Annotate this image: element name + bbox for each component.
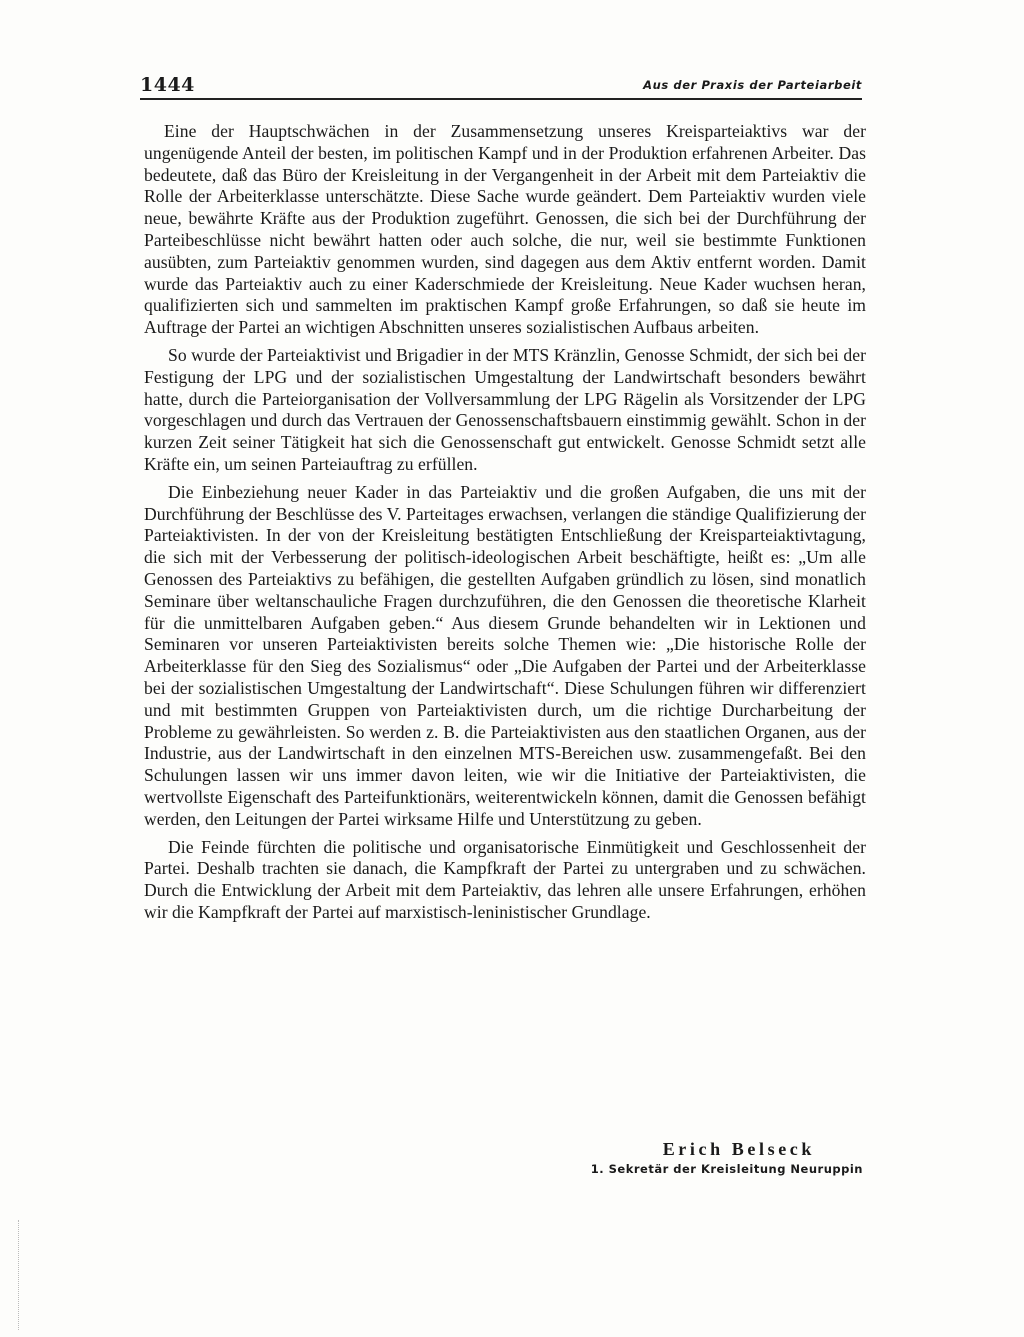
- paragraph-2: So wurde der Parteiaktivist und Brigadier in der MTS Kränzlin, Genosse Schmidt, der sich bei der Festigung der LPG und der sozialistischen Umgestaltung der Landwirtschaft besonders bewährt hatte, durch die Parteiorganisation der Vollversammlung der LPG Rägelin als Vorsitzender der LPG vorgeschlagen und durch das Vertrauen der Genossenschaftsbauern einstimmig gewählt. Schon in der kurzen Zeit seiner Tätigkeit hat sich die Genossenschaft gut entwickelt. Genosse Schmidt setzt alle Kräfte ein, um seinen Parteiauftrag zu erfüllen.: [144, 344, 866, 474]
- article-body: [144, 121, 866, 930]
- page-header: [140, 72, 862, 100]
- author-name: Erich Belseck: [662, 1139, 815, 1159]
- paragraph-4: Die Feinde fürchten die politische und organisatorische Einmütigkeit und Geschlossenheit der Partei. Deshalb trachten sie danach, die Kampfkraft der Partei zu untergraben und zu schwächen. Durch die Entwicklung der Arbeit mit dem Parteiaktiv, das lehren alle unsere Erfahrungen, erhöhen wir die Kampfkraft der Partei auf marxistisch-leninistischer Grundlage.: [144, 836, 866, 922]
- paragraph-3: Die Einbeziehung neuer Kader in das Parteiaktiv und die großen Aufgaben, die uns mit der Durchführung der Beschlüsse des V. Parteitages erwachsen, verlangen die ständige Qualifizierung der Parteiaktivisten. In der von der Kreisleitung bestätigten Entschließung der Kreisparteiaktivtagung, die sich mit der Verbesserung der politisch-ideologischen Arbeit beschäftigte, heißt es: „Um alle Genossen des Parteiaktivs zu befähigen, die gestellten Aufgaben gründlich zu lösen, sind monatlich Seminare über weltanschauliche Fragen durchzuführen, die den Genossen die theoretische Klarheit für die unmittelbaren Aufgaben geben.“ Aus diesem Grunde behandelten wir in Lektionen und Seminaren vor unseren Parteiaktivisten bereits solche Themen wie: „Die historische Rolle der Arbeiterklasse für den Sieg des Sozialismus“ oder „Die Aufgaben der Partei und der Arbeiterklasse bei der sozialistischen Umgestaltung der Landwirtschaft“. Diese Schulungen führen wir differenziert und mit bestimmten Gruppen von Parteiaktivisten durch, um die richtige Durcharbeitung der Probleme zu gewährleisten. So werden z. B. die Parteiaktivisten aus den staatlichen Organen, aus der Industrie, aus der Landwirtschaft in den einzelnen MTS-Bereichen usw. zusammengefaßt. Bei den Schulungen lassen wir uns immer davon leiten, wie wir die Initiative der Parteiaktivisten, die wertvollste Eigenschaft des Parteifunktionärs, weiterentwickeln können, damit die Genossen befähigt werden, den Leitungen der Partei wirksame Hilfe und Unterstützung zu geben.: [144, 481, 866, 829]
- running-head: Aus der Praxis der Parteiarbeit: [643, 78, 862, 92]
- author-role: 1. Sekretär der Kreisleitung Neuruppin: [590, 1162, 863, 1176]
- margin-dots: [18, 1220, 23, 1330]
- signature-block: [144, 1138, 869, 1178]
- page-number: 1444: [140, 74, 195, 96]
- paragraph-1: Eine der Hauptschwächen in der Zusammensetzung unseres Kreisparteiaktivs war der ungenügende Anteil der besten, im politischen Kampf und in der Produktion erfahrenen Arbeiter. Das bedeutete, daß das Büro der Kreisleitung in der Vergangenheit in der Arbeit mit dem Parteiaktiv die Rolle der Arbeiterklasse unterschätzte. Diese Sache wurde geändert. Dem Parteiaktiv wurden viele neue, bewährte Kräfte aus der Produktion zugeführt. Genossen, die sich bei der Durchführung der Parteibeschlüsse nicht bewährt hatten oder auch solche, die nur, weil sie bestimmte Funktionen ausübten, zum Parteiaktiv genommen wurden, sind dagegen aus dem Aktiv entfernt worden. Damit wurde das Parteiaktiv auch zu einer Kaderschmiede der Kreisleitung. Neue Kader wuchsen heran, qualifizierten sich und sammelten im praktischen Kampf große Erfahrungen, so daß sie heute im Auftrage der Partei an wichtigen Abschnitten unseres sozialistischen Aufbaus arbeiten.: [144, 121, 866, 338]
